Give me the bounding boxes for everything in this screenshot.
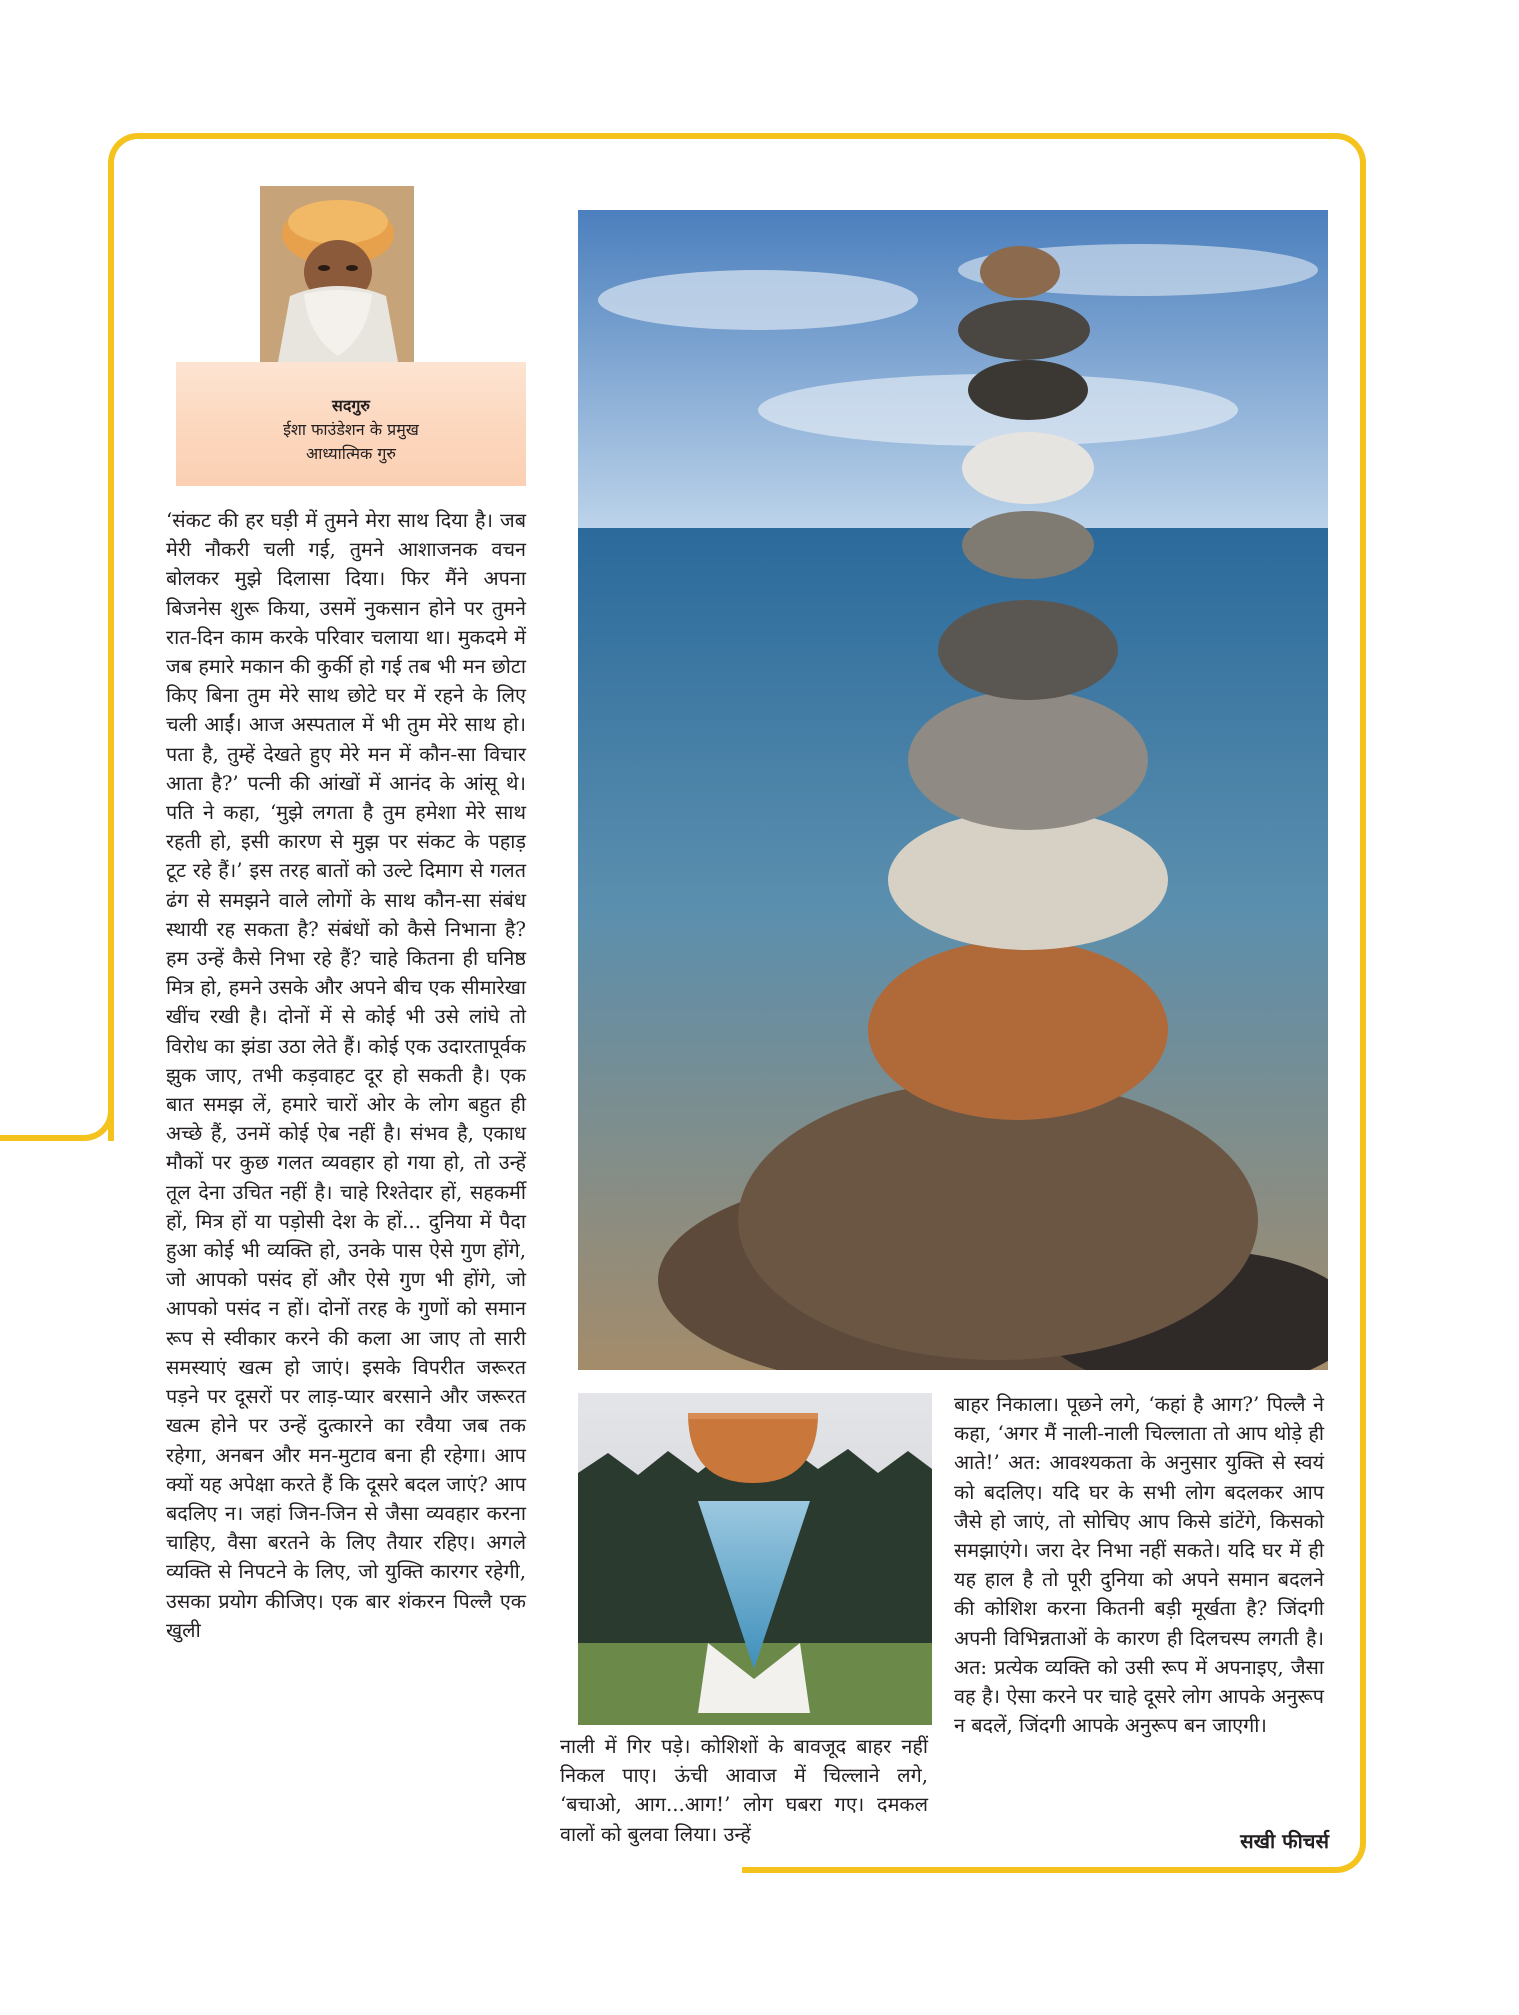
small-photo <box>578 1393 932 1725</box>
article-column-1: ‘संकट की हर घड़ी में तुमने मेरा साथ दिया है। जब मेरी नौकरी चली गई, तुमने आशाजनक वचन बोलकर मुझे दिलासा दिया। फिर मैंने अपना बिजनेस शुरू किया, उसमें नुकसान होने पर तुमने रात-दिन काम करके परिवार चलाया था। मुकदमे में जब हमारे मकान की कुर्की हो गई तब भी मन छोटा किए बिना तुम मेरे साथ छोटे घर में रहने के लिए चली आईं। आज अस्पताल में भी तुम मेरे साथ हो। पता है, तुम्हें देखते हुए मेरे मन में कौन-सा विचार आता है?’ पत्नी की आंखों में आनंद के आंसू थे। पति ने कहा, ‘मुझे लगता है तुम हमेशा मेरे साथ रहती हो, इसी कारण से मुझ पर संकट के पहाड़ टूट रहे हैं।’ इस तरह बातों को उल्टे दिमाग से गलत ढंग से समझने वाले लोगों के साथ कौन-सा संबंध स्थायी रह सकता है? संबंधों को कैसे निभाना है? हम उन्हें कैसे निभा रहे हैं? चाहे कितना ही घनिष्ठ मित्र हो, हमने उसके और अपने बीच एक सीमारेखा खींच रखी है। दोनों में से कोई भी उसे लांघे तो विरोध का झंडा उठा लेते हैं। कोई एक उदारतापूर्वक झुक जाए, तभी कड़वाहट दूर हो सकती है। एक बात समझ लें, हमारे चारों ओर के लोग बहुत ही अच्छे हैं, उनमें कोई ऐब नहीं है। संभव है, एकाध मौकों पर कुछ गलत व्यवहार हो गया हो, तो उन्हें तूल देना उचित नहीं है। चाहे रिश्तेदार हों, सहकर्मी हों, मित्र हों या पड़ोसी देश के हों... दुनिया में पैदा हुआ कोई भी व्यक्ति हो, उनके पास ऐसे गुण होंगे, जो आपको पसंद हों और ऐसे गुण भी होंगे, जो आपको पसंद न हों। दोनों तरह के गुणों को समान रूप से स्वीकार करने की कला आ जाए तो सारी समस्याएं खत्म हो जाएं। इसके विपरीत जरूरत पड़ने पर दूसरों पर लाड़-प्यार बरसाने और जरूरत खत्म होने पर उन्हें दुत्कारने का रवैया जब तक रहेगा, अनबन और मन-मुटाव बना ही रहेगा। आप क्यों यह अपेक्षा करते हैं कि दूसरे बदल जाएं? आप बदलिए न। जहां जिन-जिन से जैसा व्यवहार करना चाहिए, वैसा बरतने के लिए तैयार रहिए। अगले व्यक्ति से निपटने के लिए, जो युक्ति कारगर रहेगी, उसका प्रयोग कीजिए। एक बार शंकरन पिल्लै एक खुली <box>166 509 526 1642</box>
author-card <box>176 362 526 486</box>
stacked-stones-image <box>578 210 1328 1370</box>
main-photo <box>578 210 1328 1370</box>
author-title-line1: ईशा फाउंडेशन के प्रमुख <box>283 420 419 439</box>
balanced-shapes-image <box>578 1393 932 1725</box>
signature: सखी फीचर्स <box>1240 1829 1329 1853</box>
author-name: सदगुरु <box>332 396 370 415</box>
article-column-2: नाली में गिर पड़े। कोशिशों के बावजूद बाहर नहीं निकल पाए। ऊंची आवाज में चिल्लाने लगे, ‘बचाओ, आग...आग!’ लोग घबरा गए। दमकल वालों को बुलवा लिया। उन्हें <box>560 1735 928 1846</box>
author-title-line2: आध्यात्मिक गुरु <box>306 444 396 463</box>
portrait-image <box>260 186 414 362</box>
article-column-3: बाहर निकाला। पूछने लगे, ‘कहां है आग?’ पिल्लै ने कहा, ‘अगर मैं नाली-नाली चिल्लाता तो आप थोड़े ही आते!’ अत: आवश्यकता के अनुसार युक्ति से स्वयं को बदलिए। यदि घर के सभी लोग बदलकर आप जैसे हो जाएं, तो सोचिए आप किसे डांटेंगे, किसको समझाएंगे। जरा देर निभा नहीं सकते। यदि घर में ही यह हाल है तो पूरी दुनिया को अपने समान बदलने की कोशिश करना कितनी बड़ी मूर्खता है? जिंदगी अपनी विभिन्नताओं के कारण ही दिलचस्प लगती है। अत: प्रत्येक व्यक्ति को उसी रूप में अपनाइए, जैसा वह है। ऐसा करने पर चाहे दूसरे लोग आपके अनुरूप न बदलें, जिंदगी आपके अनुरूप बन जाएगी। <box>954 1393 1324 1738</box>
frame-left-foot <box>0 1106 114 1141</box>
author-photo <box>260 186 414 362</box>
